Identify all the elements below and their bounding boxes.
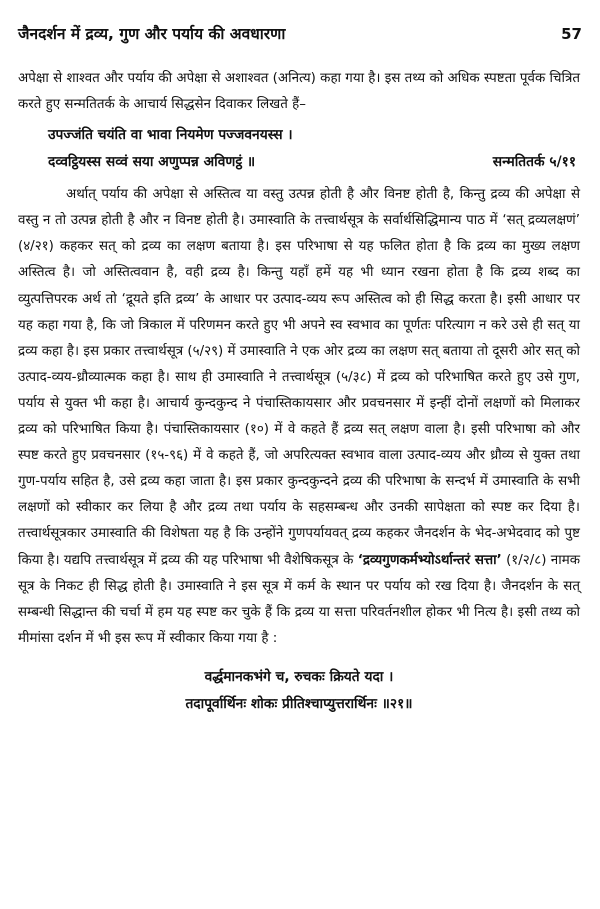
sutra-term: ‘द्रव्यगुणकर्मभ्योऽर्थान्तरं सत्ता’ <box>357 552 502 568</box>
main-paragraph-part-1: अर्थात् पर्याय की अपेक्षा से अस्तित्व या वस्तु उत्पन्न होती है और विनष्ट होती है, किन्तु द्रव्य की अपेक्षा से वस्तु न तो उत्पन्न होती है और न विनष्ट होती है। उमास्वाति के तत्त्वार्थसूत्र के सर्वार्थसिद्धिमान्य पाठ में ‘सत् द्रव्यलक्षणं’ (४/२१) कहकर सत् को द्रव्य का लक्षण बताया है। इस परिभाषा से यह फलित होता है कि द्रव्य का मुख्य लक्षण अस्तित्व है। जो अस्तित्ववान है, वही द्रव्य है। किन्तु यहाँ हमें यह भी ध्यान रखना होता है कि द्रव्य शब्द का व्युत्पत्तिपरक अर्थ तो ‘द्रूयते इति द्रव्य’ के आधार पर उत्पाद-व्यय रूप अस्तित्व को ही सिद्ध करता है। इसी आधार पर यह कहा गया है, कि जो त्रिकाल में परिणमन करते हुए भी अपने स्व स्वभाव का पूर्णतः परित्याग न करे उसे ही सत् या द्रव्य कहा है। इस प्रकार तत्त्वार्थसूत्र (५/२९) में उमास्वाति ने एक ओर द्रव्य का लक्षण सत् बताया तो दूसरी ओर सत् को उत्पाद-व्यय-ध्रौव्यात्मक कहा है। साथ ही उमास्वाति ने तत्त्वार्थसूत्र (५/३८) में द्रव्य को परिभाषित करते हुए उसे गुण, पर्याय से युक्त भी कहा है। आचार्य कुन्दकुन्द ने पंचास्तिकायसार और प्रवचनसार में इन्हीं दोनों लक्षणों को मिलाकर द्रव्य को परिभाषित किया है। पंचास्तिकायसार (१०) में वे कहते हैं द्रव्य सत् लक्षण वाला है। इसी परिभाषा को और स्पष्ट करते हुए प्रवचनसार (१५-९६) में वे कहते हैं, जो अपरित्यक्त स्वभाव वाला उत्पाद-व्यय और ध्रौव्य से युक्त तथा गुण-पर्याय सहित है, उसे द्रव्य कहा जाता है। इस प्रकार कुन्दकुन्दने द्रव्य की परिभाषा के सन्दर्भ में उमास्वाति के सभी लक्षणों को स्वीकार कर लिया है और द्रव्य तथा पर्याय के सहसम्बन्ध और उनकी सापेक्षता को स्पष्ट कर दिया है। तत्त्वार्थसूत्रकार उमास्वाति की विशेषता यह है कि उन्होंने गुणपर्यायवत् द्रव्य कहकर जैनदर्शन के भेद-अभेदवाद को पुष्ट किया है। यद्यपि तत्त्वार्थसूत्र में द्रव्य की यह परिभाषा भी वैशेषिकसूत्र के <box>18 187 580 568</box>
verse-1-reference: सन्मतितर्क ५/११ <box>492 154 576 171</box>
running-title: जैनदर्शन में द्रव्य, गुण और पर्याय की अवधारणा <box>18 25 286 43</box>
main-paragraph <box>18 182 580 652</box>
verse-1-line-2: दव्वट्ठियस्स सव्वं सया अणुप्पन्न अविणट्ठं ॥ <box>48 154 256 171</box>
intro-paragraph: अपेक्षा से शाश्वत और पर्याय की अपेक्षा से अशाश्वत (अनित्य) कहा गया है। इस तथ्य को अधिक स्पष्टता पूर्वक चित्रित करते हुए सन्मतितर्क के आचार्य सिद्धसेन दिवाकर लिखते हैं– <box>18 71 580 113</box>
verse-2-line-2: तदापूर्वार्थिनः शोकः प्रीतिश्चाप्युत्तरार्थिनः ॥२१॥ <box>185 695 413 712</box>
verse-1-line-1: उपज्जंति चयंति वा भावा नियमेण पज्जवनयस्स । <box>48 127 293 144</box>
verse-1-row-2 <box>48 149 580 176</box>
page-number: 57 <box>561 25 582 43</box>
page-body <box>18 66 580 718</box>
page-header <box>18 22 582 44</box>
verse-2-line-1: वर्द्धमानकभंगे च, रुचकः क्रियते यदा । <box>204 668 394 685</box>
verse-block-1 <box>18 122 580 176</box>
main-paragraph-part-2: (१/२/८) नामक सूत्र के निकट ही सिद्ध होती है। उमास्वाति ने इस सूत्र में कर्म के स्थान पर पर्याय को रख दिया है। जैनदर्शन के सत् सम्बन्धी सिद्धान्त की चर्चा में हम यह स्पष्ट कर चुके हैं कि द्रव्य या सत्ता परिवर्तनशील होकर भी नित्य है। इसी तथ्य को मीमांसा दर्शन में भी इस रूप में स्वीकार किया गया है : <box>18 552 580 646</box>
verse-block-2 <box>18 664 580 718</box>
